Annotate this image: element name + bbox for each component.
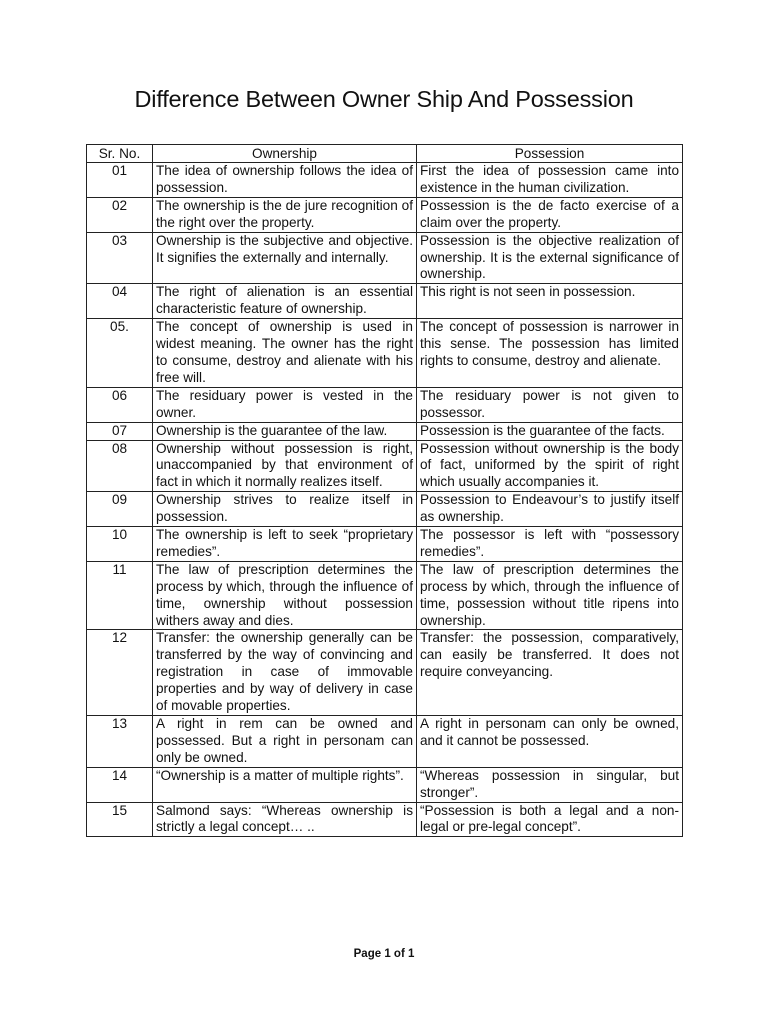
possession-cell: First the idea of possession came into existence in the human civilization. <box>417 163 683 198</box>
ownership-cell: The concept of ownership is used in widest meaning. The owner has the right to consume, destroy and alienate with his free will. <box>153 319 417 388</box>
possession-cell: Possession is the objective realization of ownership. It is the external significance of ownership. <box>417 232 683 284</box>
ownership-cell: Ownership is the subjective and objective. It signifies the externally and internally. <box>153 232 417 284</box>
row-number: 13 <box>87 716 153 768</box>
possession-cell: A right in personam can only be owned, and it cannot be possessed. <box>417 716 683 768</box>
table-row <box>87 197 683 232</box>
table-row <box>87 284 683 319</box>
table-row <box>87 440 683 492</box>
row-number: 10 <box>87 527 153 562</box>
ownership-cell: Ownership strives to realize itself in possession. <box>153 492 417 527</box>
ownership-cell: The law of prescription determines the process by which, through the influence of time, ownership without possession withers away and dies. <box>153 561 417 630</box>
possession-cell: Possession without ownership is the body of fact, uniformed by the spirit of right which usually accompanies it. <box>417 440 683 492</box>
possession-cell: The possessor is left with “possessory remedies”. <box>417 527 683 562</box>
ownership-cell: “Ownership is a matter of multiple rights”. <box>153 767 417 802</box>
row-number: 08 <box>87 440 153 492</box>
table-row <box>87 561 683 630</box>
table-row <box>87 319 683 388</box>
comparison-table <box>86 144 683 837</box>
table-row <box>87 767 683 802</box>
table-row <box>87 163 683 198</box>
page-number: Page 1 of 1 <box>353 948 415 960</box>
table-row <box>87 527 683 562</box>
ownership-cell: Transfer: the ownership generally can be transferred by the way of convincing and registration in case of immovable properties and by way of delivery in case of movable properties. <box>153 630 417 716</box>
row-number: 11 <box>87 561 153 630</box>
column-header-sr-no: Sr. No. <box>87 145 153 163</box>
document-title: Difference Between Owner Ship And Possession <box>134 86 634 112</box>
possession-cell: Possession is the guarantee of the facts. <box>417 422 683 440</box>
ownership-cell: Ownership is the guarantee of the law. <box>153 422 417 440</box>
ownership-cell: The idea of ownership follows the idea of possession. <box>153 163 417 198</box>
column-header-ownership: Ownership <box>153 145 417 163</box>
ownership-cell: The ownership is the de jure recognition of the right over the property. <box>153 197 417 232</box>
row-number: 09 <box>87 492 153 527</box>
table-row <box>87 716 683 768</box>
column-header-possession: Possession <box>417 145 683 163</box>
table-row <box>87 232 683 284</box>
row-number: 05. <box>87 319 153 388</box>
ownership-cell: Salmond says: “Whereas ownership is strictly a legal concept… .. <box>153 802 417 837</box>
row-number: 01 <box>87 163 153 198</box>
row-number: 14 <box>87 767 153 802</box>
possession-cell: Transfer: the possession, comparatively, can easily be transferred. It does not require conveyancing. <box>417 630 683 716</box>
possession-cell: This right is not seen in possession. <box>417 284 683 319</box>
possession-cell: Possession to Endeavour’s to justify itself as ownership. <box>417 492 683 527</box>
table-row <box>87 492 683 527</box>
possession-cell: The law of prescription determines the process by which, through the influence of time, possession without title ripens into ownership. <box>417 561 683 630</box>
row-number: 12 <box>87 630 153 716</box>
possession-cell: The residuary power is not given to possessor. <box>417 387 683 422</box>
row-number: 04 <box>87 284 153 319</box>
ownership-cell: The right of alienation is an essential characteristic feature of ownership. <box>153 284 417 319</box>
table-row <box>87 387 683 422</box>
table-row <box>87 630 683 716</box>
row-number: 07 <box>87 422 153 440</box>
row-number: 03 <box>87 232 153 284</box>
table-row <box>87 802 683 837</box>
ownership-cell: Ownership without possession is right, unaccompanied by that environment of fact in which it normally realizes itself. <box>153 440 417 492</box>
row-number: 15 <box>87 802 153 837</box>
possession-cell: “Whereas possession in singular, but stronger”. <box>417 767 683 802</box>
possession-cell: Possession is the de facto exercise of a claim over the property. <box>417 197 683 232</box>
ownership-cell: A right in rem can be owned and possessed. But a right in personam can only be owned. <box>153 716 417 768</box>
ownership-cell: The ownership is left to seek “proprietary remedies”. <box>153 527 417 562</box>
row-number: 02 <box>87 197 153 232</box>
table-row <box>87 422 683 440</box>
row-number: 06 <box>87 387 153 422</box>
possession-cell: The concept of possession is narrower in this sense. The possession has limited rights to consume, destroy and alienate. <box>417 319 683 388</box>
ownership-cell: The residuary power is vested in the owner. <box>153 387 417 422</box>
possession-cell: “Possession is both a legal and a non-legal or pre-legal concept”. <box>417 802 683 837</box>
table-header-row <box>87 145 683 163</box>
